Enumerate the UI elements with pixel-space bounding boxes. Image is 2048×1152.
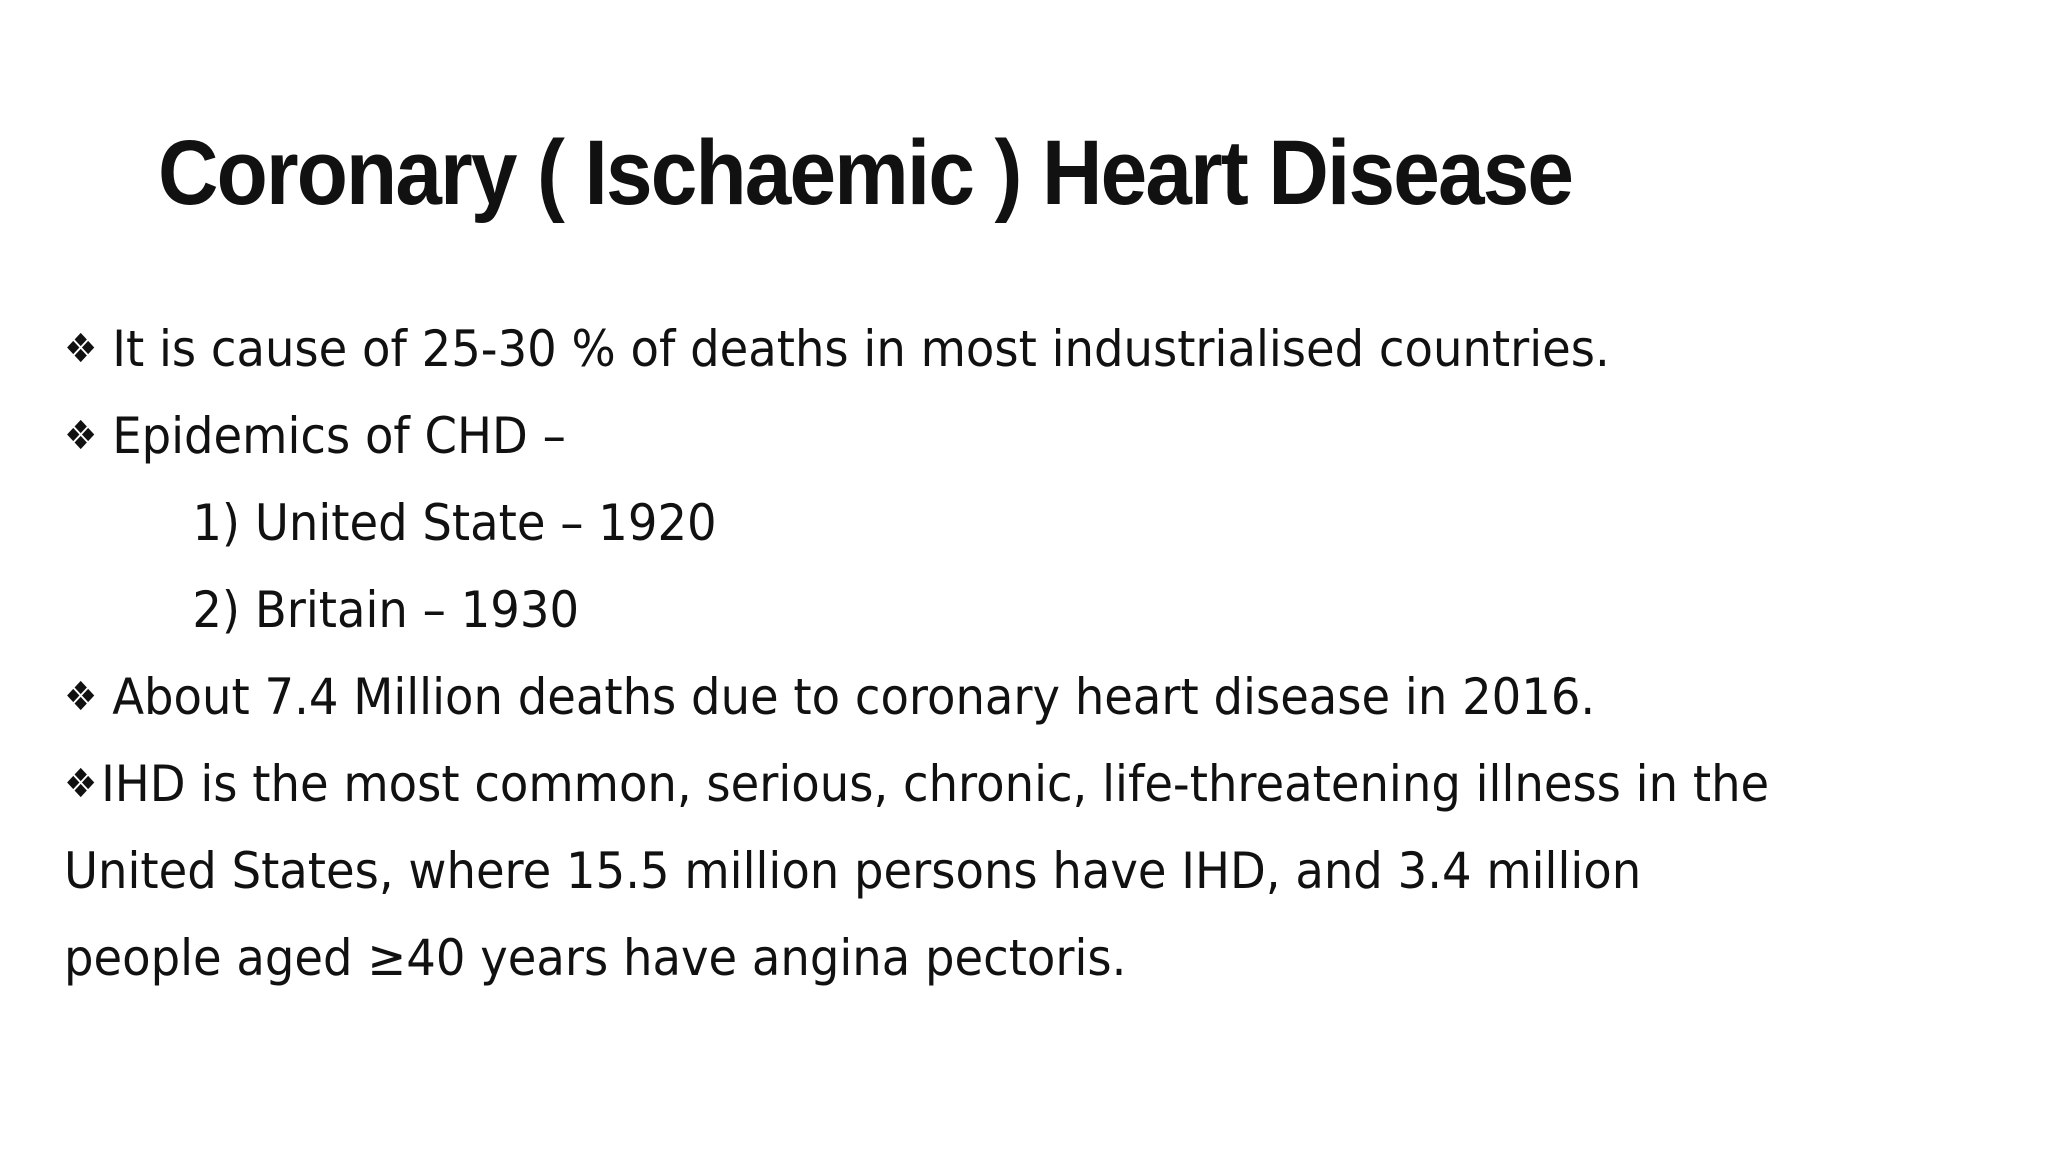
bullet-line-1: [64, 306, 1850, 393]
bullet-text: IHD is the most common, serious, chronic, life-threatening illness in the: [101, 755, 1770, 813]
bullet-line-4: [64, 741, 1850, 828]
sub-item-1: [64, 480, 1850, 567]
continuation-text: United States, where 15.5 million persons have IHD, and 3.4 million: [64, 842, 1642, 900]
continuation-line-1: [64, 828, 1850, 915]
bullet-diamond-icon: ❖: [64, 674, 98, 720]
continuation-line-2: [64, 915, 1850, 1002]
bullet-diamond-icon: ❖: [64, 413, 98, 459]
sub-item-text: 1) United State – 1920: [192, 494, 717, 552]
slide-title: Coronary ( Ischaemic ) Heart Disease: [158, 122, 1573, 224]
bullet-line-2: [64, 393, 1850, 480]
bullet-text: It is cause of 25-30 % of deaths in most industrialised countries.: [112, 320, 1610, 378]
bullet-line-3: [64, 654, 1850, 741]
slide-body: [64, 306, 1984, 1002]
sub-item-text: 2) Britain – 1930: [192, 581, 580, 639]
continuation-text: people aged ≥40 years have angina pectoris.: [64, 929, 1127, 987]
bullet-diamond-icon: ❖: [64, 761, 98, 807]
bullet-diamond-icon: ❖: [64, 326, 98, 372]
bullet-text: About 7.4 Million deaths due to coronary heart disease in 2016.: [112, 668, 1596, 726]
bullet-text: Epidemics of CHD –: [112, 407, 566, 465]
sub-item-2: [64, 567, 1850, 654]
